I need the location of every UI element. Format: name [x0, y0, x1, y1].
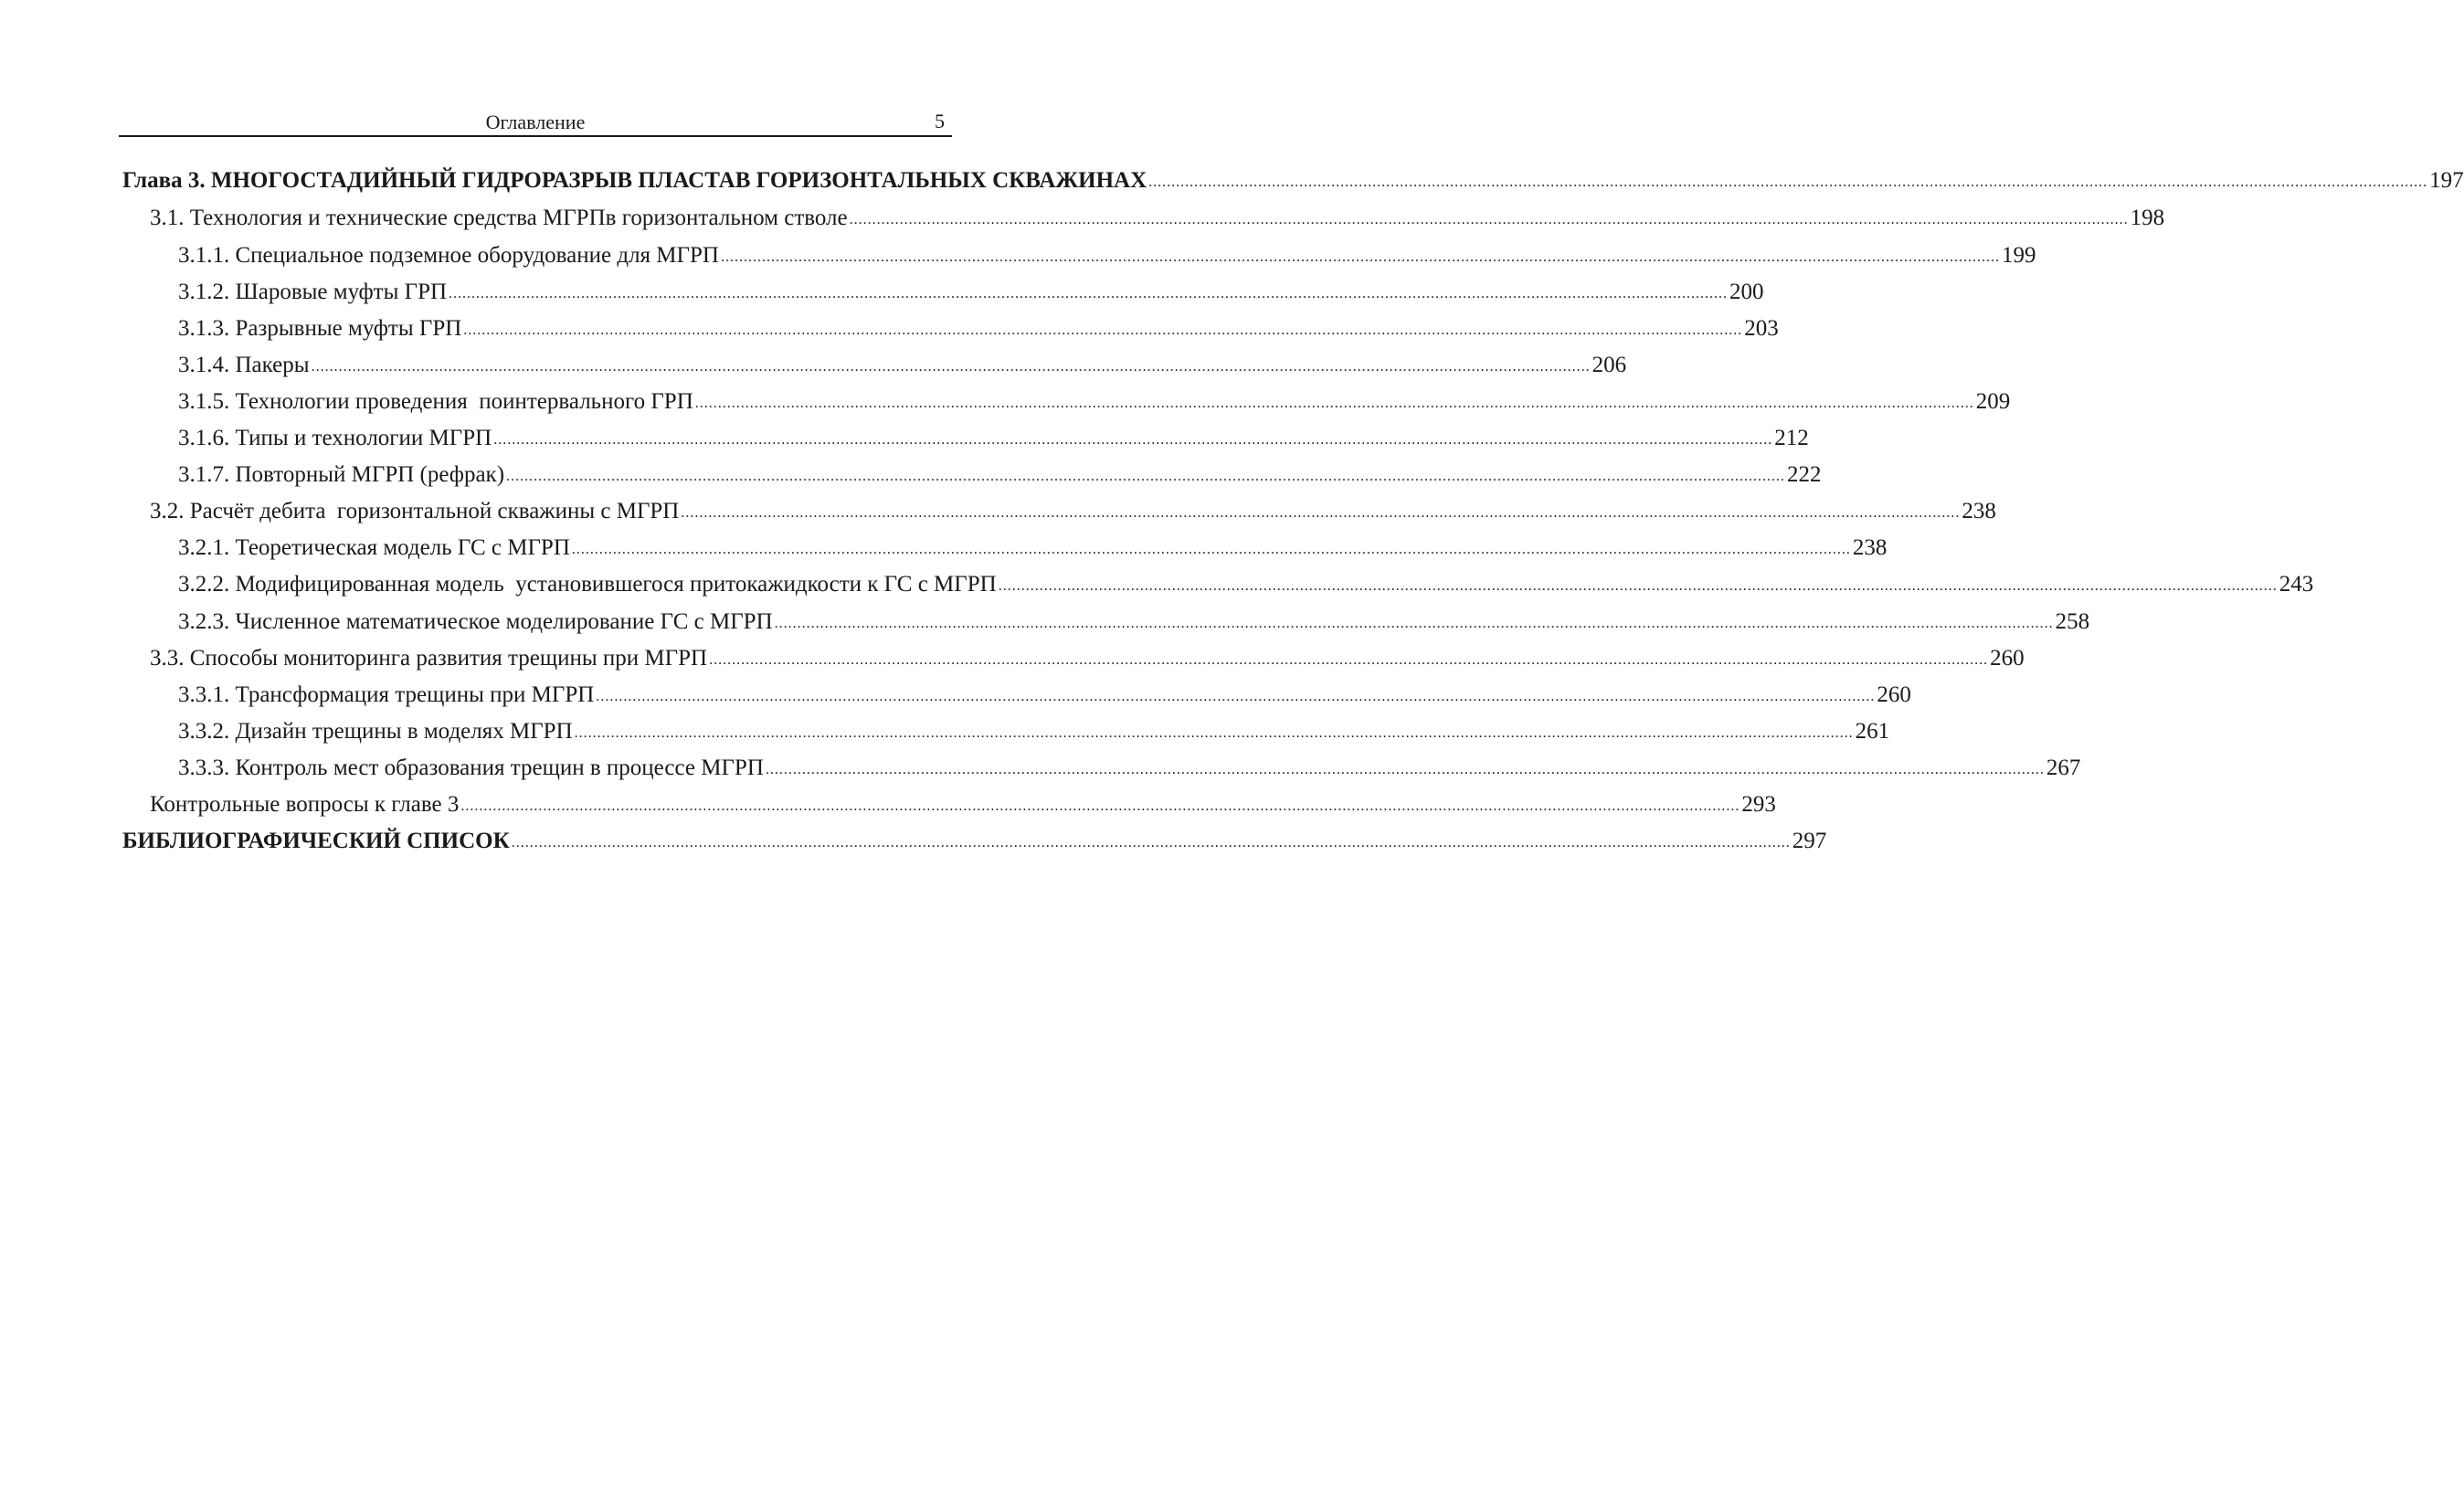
leader-dots: [572, 535, 1851, 565]
leader-dots: [999, 572, 2278, 601]
toc-entry-label: 3.1.5. Технологии проведения поинтервального ГРП: [178, 389, 693, 414]
leader-dots: [596, 682, 1875, 712]
toc-page-number: 203: [1744, 316, 1779, 341]
toc-page-number: 267: [2046, 756, 2081, 780]
toc-page-number: 261: [1855, 719, 1890, 744]
toc-entry-label: 3.1. Технология и технические средства МГРП: [150, 206, 606, 230]
toc-entry-label: 3.3.2. Дизайн трещины в моделях МГРП: [178, 719, 573, 744]
toc-entry-label: 3.1.7. Повторный МГРП (рефрак): [178, 462, 505, 487]
toc-entry-label: 3.2.1. Теоретическая модель ГС с МГРП: [178, 535, 570, 560]
toc-entry-3-3-1[interactable]: [122, 681, 1911, 717]
toc-page-number: 260: [1877, 682, 1911, 707]
toc-page-number: 243: [2279, 572, 2314, 597]
toc-entry-3-1-7[interactable]: [122, 460, 1822, 497]
toc-entry-label: БИБЛИОГРАФИЧЕСКИЙ СПИСОК: [122, 829, 510, 853]
toc-entry-label: 3.1.1. Специальное подземное оборудование для МГРП: [178, 243, 719, 268]
toc-entry-label: 3.1.2. Шаровые муфты ГРП: [178, 280, 448, 304]
running-header: [119, 108, 952, 137]
toc-entry-3-2-2[interactable]: [122, 570, 2314, 608]
toc-entry-3-1-6[interactable]: [122, 424, 1809, 460]
toc-page-number: 258: [2055, 609, 2090, 634]
toc-entry-label: 3.3.3. Контроль мест образования трещин в процессе МГРП: [178, 756, 764, 780]
leader-dots: [850, 206, 2129, 235]
leader-dots: [766, 756, 2045, 785]
toc-page-number: 206: [1592, 353, 1627, 377]
leader-dots: [493, 426, 1772, 455]
leader-dots: [695, 389, 1974, 418]
toc-entry-3-1-4[interactable]: [122, 351, 1627, 387]
toc-page-number: 197: [2429, 168, 2464, 193]
toc-entry-label: 3.1.6. Типы и технологии МГРП: [178, 426, 492, 450]
toc-entry-label: 3.1.3. Разрывные муфты ГРП: [178, 316, 462, 341]
toc-page-number: 222: [1787, 462, 1822, 487]
leader-dots: [1148, 168, 2427, 197]
toc-entry-3-2-3[interactable]: [122, 608, 2090, 644]
leader-dots: [460, 792, 1740, 821]
leader-dots: [449, 280, 1728, 309]
toc-page-number: 293: [1741, 792, 1776, 817]
toc-entry-label: В ГОРИЗОНТАЛЬНЫХ СКВАЖИНАХ: [735, 168, 1147, 193]
toc-page-number: 297: [1792, 829, 1827, 853]
toc-entry-3-2[interactable]: [122, 497, 1996, 534]
toc-entry-label: Контрольные вопросы к главе 3: [150, 792, 460, 817]
toc-entry-3-1[interactable]: [122, 204, 2165, 241]
leader-dots: [775, 609, 2054, 639]
toc-page-number: 199: [2001, 243, 2036, 268]
leader-dots: [575, 719, 1854, 748]
toc-entry-3-3-3[interactable]: [122, 754, 2081, 790]
leader-dots: [506, 462, 1785, 491]
toc-page-number: 238: [1852, 535, 1888, 560]
toc-entry-3-2-1[interactable]: [122, 534, 1888, 570]
toc-entry-3-1-1[interactable]: [122, 241, 2036, 278]
leader-dots: [721, 243, 2000, 272]
toc-entry-label: 3.3.1. Трансформация трещины при МГРП: [178, 682, 595, 707]
toc-entry-3-1-2[interactable]: [122, 278, 1764, 314]
toc-entry-label: 3.3. Способы мониторинга развития трещины при МГРП: [150, 646, 708, 671]
toc-entry-chapter-3[interactable]: [122, 166, 2464, 204]
header-title: Оглавление: [485, 111, 586, 133]
toc-page-number: 198: [2130, 206, 2165, 230]
toc-page-number: 260: [1990, 646, 2025, 671]
leader-dots: [709, 646, 1988, 675]
toc-entry-label: 3.1.4. Пакеры: [178, 353, 310, 377]
toc-entry-label: 3.2.3. Численное математическое моделирование ГС с МГРП: [178, 609, 773, 634]
toc-entry-label: в горизонтальном стволе: [605, 206, 848, 230]
toc-entry-3-1-5[interactable]: [122, 387, 2011, 424]
leader-dots: [463, 316, 1742, 345]
leader-dots: [312, 353, 1591, 382]
leader-dots: [681, 499, 1960, 528]
header-page-number: 5: [935, 110, 945, 132]
toc-entry-3-3[interactable]: [122, 644, 2025, 681]
toc-page-number: 238: [1962, 499, 1996, 523]
leader-dots: [512, 829, 1791, 858]
toc-entry-3-1-3[interactable]: [122, 314, 1779, 351]
toc-entry-label: Глава 3. МНОГОСТАДИЙНЫЙ ГИДРОРАЗРЫВ ПЛАСТА: [122, 168, 735, 193]
toc-entry-3-3-2[interactable]: [122, 717, 1890, 754]
toc-entry-label: 3.2. Расчёт дебита горизонтальной скважины с МГРП: [150, 499, 680, 523]
toc-page-number: 212: [1774, 426, 1809, 450]
toc-page-number: 209: [1975, 389, 2011, 414]
toc-entry-label: жидкости к ГС с МГРП: [767, 572, 997, 597]
toc-entry-label: 3.2.2. Модифицированная модель установившегося притока: [178, 572, 768, 597]
toc-entry-bibliography[interactable]: [122, 827, 1827, 863]
toc-page-number: 200: [1729, 280, 1764, 304]
table-of-contents: [122, 166, 2464, 863]
toc-entry-questions[interactable]: [122, 790, 1776, 827]
